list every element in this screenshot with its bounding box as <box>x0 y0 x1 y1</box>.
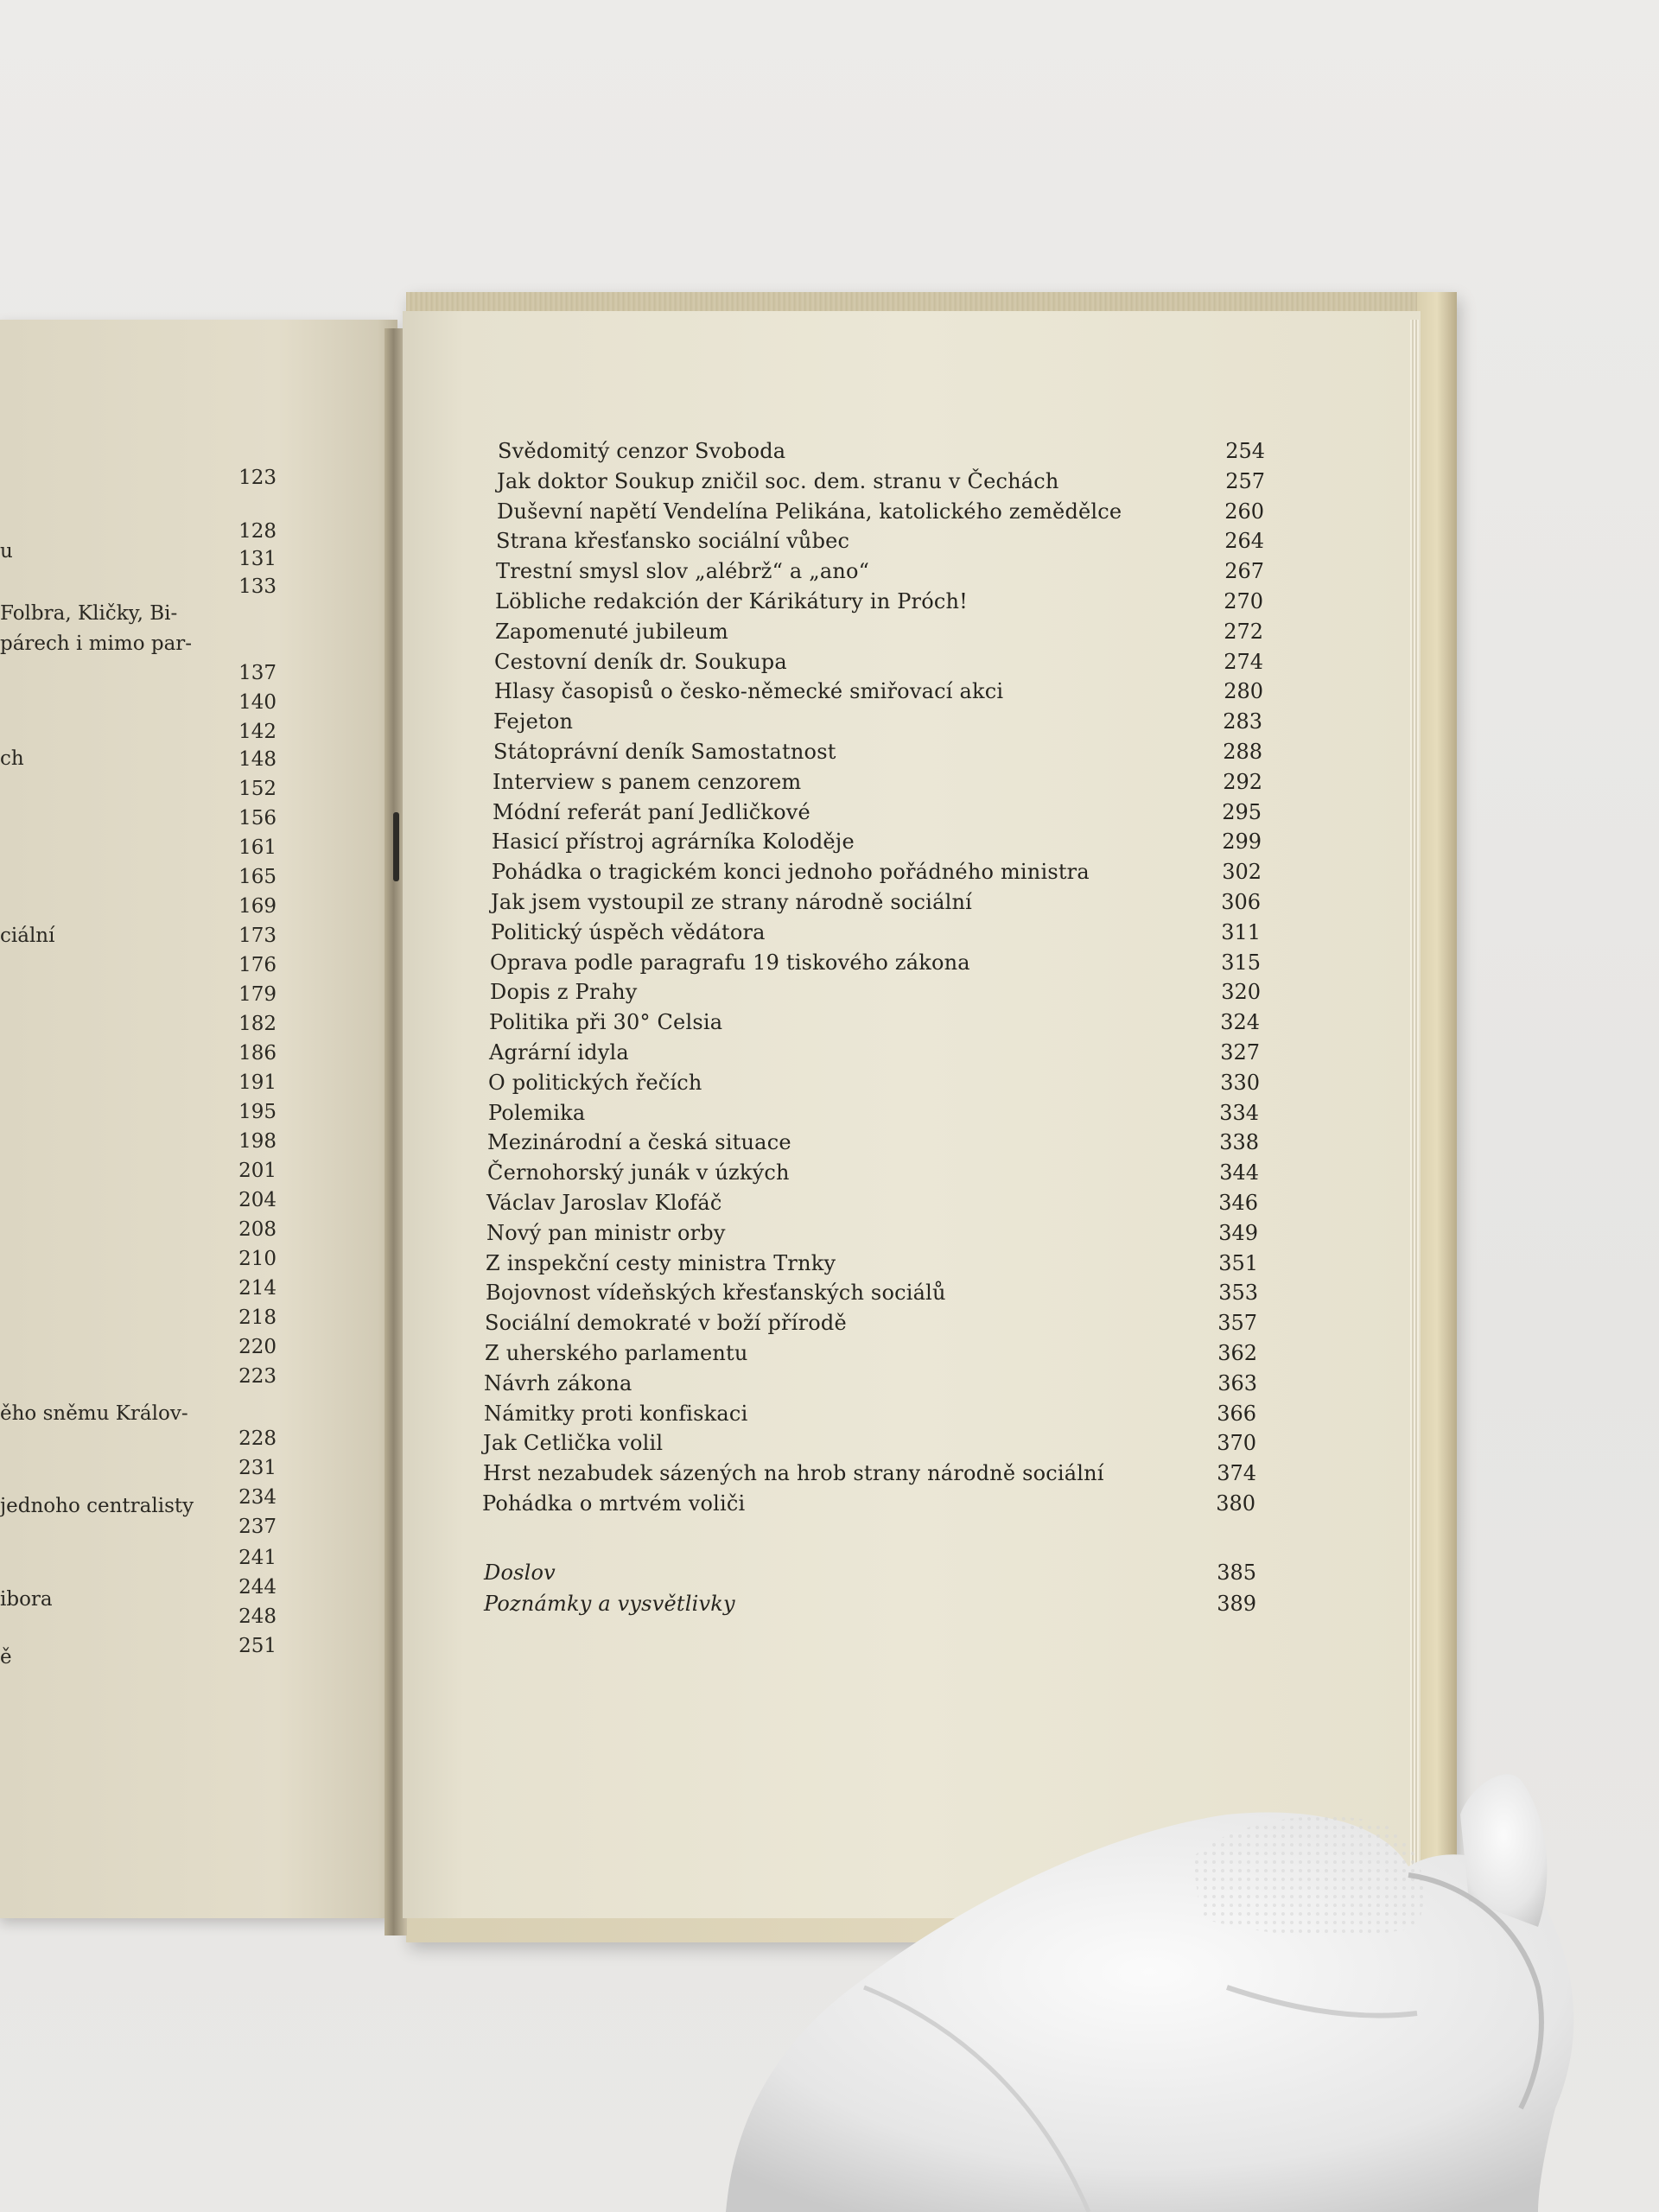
toc-entry-page: 344 <box>1219 1160 1259 1185</box>
toc-entry-page: 260 <box>1224 499 1264 524</box>
toc-entry-page: 311 <box>1221 919 1261 944</box>
toc-entry-title: Zapomenuté jubileum <box>495 619 728 644</box>
toc-entry-page: 267 <box>1224 559 1264 584</box>
toc-entry-title: Fejeton <box>493 709 574 734</box>
left-fragment: u <box>0 540 13 563</box>
toc-entry-page: 264 <box>1224 529 1264 554</box>
left-page-number: 123 <box>238 467 276 489</box>
toc-entry-page: 374 <box>1217 1461 1256 1486</box>
left-fragment: Folbra, Kličky, Bi- <box>0 602 178 625</box>
left-page-number: 198 <box>238 1130 276 1153</box>
toc-entry-page: 270 <box>1224 589 1263 613</box>
left-page-number: 251 <box>238 1635 276 1657</box>
toc-entry-title: Bojovnost vídeňských křesťanských sociálů <box>486 1281 946 1306</box>
appendix-title: Doslov <box>484 1560 556 1585</box>
toc-entry-title: O politických řečích <box>488 1070 702 1095</box>
left-page-number: 131 <box>238 548 276 570</box>
toc-entry-title: Módní referát paní Jedličkové <box>493 799 810 824</box>
left-page-number: 210 <box>238 1248 276 1270</box>
toc-entry-title: Jak jsem vystoupil ze strany národně sociální <box>491 890 972 914</box>
left-page-number: 195 <box>238 1101 276 1123</box>
toc-entry-title: Trestní smysl slov „alébrž“ a „ano“ <box>496 559 870 584</box>
toc-entry-page: 295 <box>1222 799 1262 824</box>
left-page-number: 244 <box>238 1576 276 1599</box>
toc-entry-title: Interview s panem cenzorem <box>493 769 802 794</box>
toc-entry-title: Agrární idyla <box>489 1040 629 1065</box>
left-page-number: 191 <box>238 1071 276 1094</box>
appendix-page: 385 <box>1217 1560 1256 1585</box>
left-page-number: 179 <box>238 983 276 1006</box>
left-page-number: 223 <box>238 1365 276 1388</box>
toc-entry-page: 315 <box>1221 950 1261 975</box>
left-page-number: 186 <box>238 1042 276 1065</box>
toc-entry-page: 357 <box>1217 1311 1257 1336</box>
left-page-number: 241 <box>238 1547 276 1569</box>
appendix-title: Poznámky a vysvětlivky <box>484 1592 735 1616</box>
toc-entry-title: Mezinárodní a česká situace <box>487 1130 791 1155</box>
left-page-number: 234 <box>238 1486 276 1509</box>
toc-entry-page: 274 <box>1224 649 1263 674</box>
left-page-number: 165 <box>238 866 276 888</box>
toc-entry-title: Nový pan ministr orby <box>486 1220 726 1245</box>
toc-entry-page: 324 <box>1220 1010 1260 1035</box>
toc-entry-page: 254 <box>1225 439 1265 463</box>
left-page-number: 182 <box>238 1013 276 1035</box>
toc-entry-page: 362 <box>1217 1341 1257 1365</box>
toc-entry-page: 330 <box>1220 1070 1260 1095</box>
toc-entry-page: 351 <box>1218 1250 1258 1275</box>
toc-entry-title: Hasicí přístroj agrárníka Koloděje <box>492 830 855 855</box>
toc-entry-page: 320 <box>1221 980 1261 1005</box>
left-page-number: 228 <box>238 1427 276 1450</box>
toc-entry-title: Pohádka o mrtvém voliči <box>482 1491 746 1516</box>
toc-entry-title: Z uherského parlamentu <box>485 1341 748 1365</box>
left-page-number: 176 <box>238 954 276 976</box>
toc-entry-title: Cestovní deník dr. Soukupa <box>494 649 787 674</box>
toc-entry-page: 299 <box>1222 830 1262 855</box>
toc-entry-title: Politika při 30° Celsia <box>489 1010 723 1035</box>
toc-entry-page: 283 <box>1223 709 1262 734</box>
toc-entry-page: 302 <box>1222 860 1262 885</box>
toc-entry-page: 346 <box>1218 1191 1258 1215</box>
left-page-number: 237 <box>238 1516 276 1538</box>
left-page-number: 156 <box>238 807 276 830</box>
left-page-number: 218 <box>238 1306 276 1329</box>
toc-entry-page: 292 <box>1223 769 1262 794</box>
left-page-number: 173 <box>238 925 276 947</box>
left-page-number: 140 <box>238 691 276 714</box>
toc-entry-title: Duševní napětí Vendelína Pelikána, katolického zemědělce <box>497 499 1122 524</box>
toc-entry-page: 272 <box>1224 619 1263 644</box>
left-page-number: 220 <box>238 1336 276 1358</box>
toc-entry-page: 257 <box>1225 468 1265 493</box>
toc-entry-title: Oprava podle paragrafu 19 tiskového zákona <box>490 950 970 975</box>
left-page-number: 133 <box>238 575 276 598</box>
toc-entry-title: Černohorský junák v úzkých <box>487 1160 790 1185</box>
toc-entry-page: 280 <box>1224 679 1263 704</box>
toc-entry-page: 327 <box>1220 1040 1260 1065</box>
toc-entry-page: 338 <box>1219 1130 1259 1155</box>
toc-entry-title: Státoprávní deník Samostatnost <box>493 740 836 764</box>
toc-entry-title: Pohádka o tragickém konci jednoho pořádného ministra <box>492 860 1090 885</box>
left-page-number: 169 <box>238 895 276 918</box>
toc-entry-title: Dopis z Prahy <box>490 980 638 1005</box>
left-page-number: 248 <box>238 1605 276 1628</box>
toc-entry-page: 366 <box>1217 1401 1256 1426</box>
left-page-number: 214 <box>238 1277 276 1300</box>
toc-entry-title: Návrh zákona <box>484 1370 632 1395</box>
toc-entry-title: Strana křesťansko sociální vůbec <box>496 529 850 554</box>
left-fragment: ěho sněmu Králov- <box>0 1402 188 1425</box>
toc-entry-title: Námitky proti konfiskaci <box>484 1401 748 1426</box>
toc-entry-title: Polemika <box>488 1100 586 1125</box>
toc-entry-page: 288 <box>1223 740 1262 764</box>
toc-entry-title: Svědomitý cenzor Svoboda <box>498 439 786 463</box>
toc-entry-title: Jak Cetlička volil <box>483 1431 664 1456</box>
toc-entry-title: Hlasy časopisů o česko-německé smiřovací akci <box>494 679 1004 704</box>
left-page-number: 204 <box>238 1189 276 1211</box>
left-fragment: ciální <box>0 925 55 947</box>
toc-entry-title: Sociální demokraté v boží přírodě <box>485 1311 847 1336</box>
toc-entry-page: 334 <box>1219 1100 1259 1125</box>
toc-entry-page: 380 <box>1216 1491 1255 1516</box>
toc-entry-page: 349 <box>1218 1220 1258 1245</box>
left-page-number: 137 <box>238 662 276 684</box>
toc-entry-title: Politický úspěch vědátora <box>491 919 766 944</box>
left-page-number: 128 <box>238 520 276 543</box>
toc-entry-page: 353 <box>1218 1281 1258 1306</box>
left-fragment: ch <box>0 747 24 770</box>
left-page-number: 148 <box>238 748 276 771</box>
left-page-number: 201 <box>238 1160 276 1182</box>
left-fragment: ě <box>0 1646 12 1669</box>
toc-entry-page: 306 <box>1221 890 1261 914</box>
left-fragment: jednoho centralisty <box>0 1495 194 1517</box>
left-page-number: 142 <box>238 721 276 743</box>
left-fragment: ibora <box>0 1588 53 1611</box>
left-page-number: 208 <box>238 1218 276 1241</box>
toc-entry-title: Z inspekční cesty ministra Trnky <box>486 1250 836 1275</box>
toc-entry-title: Hrst nezabudek sázených na hrob strany národně sociální <box>483 1461 1104 1486</box>
toc-entry-title: Jak doktor Soukup zničil soc. dem. stranu v Čechách <box>497 468 1059 493</box>
toc-entry-page: 370 <box>1217 1431 1256 1456</box>
left-page-number: 231 <box>238 1457 276 1479</box>
left-page-number: 152 <box>238 778 276 800</box>
left-fragment: párech i mimo par- <box>0 632 193 655</box>
appendix-page: 389 <box>1217 1592 1256 1616</box>
toc-entry-page: 363 <box>1217 1370 1257 1395</box>
toc-entry-title: Löbliche redakción der Kárikátury in Próch! <box>495 589 969 613</box>
left-page-number: 161 <box>238 836 276 859</box>
toc-entry-title: Václav Jaroslav Klofáč <box>486 1191 722 1215</box>
